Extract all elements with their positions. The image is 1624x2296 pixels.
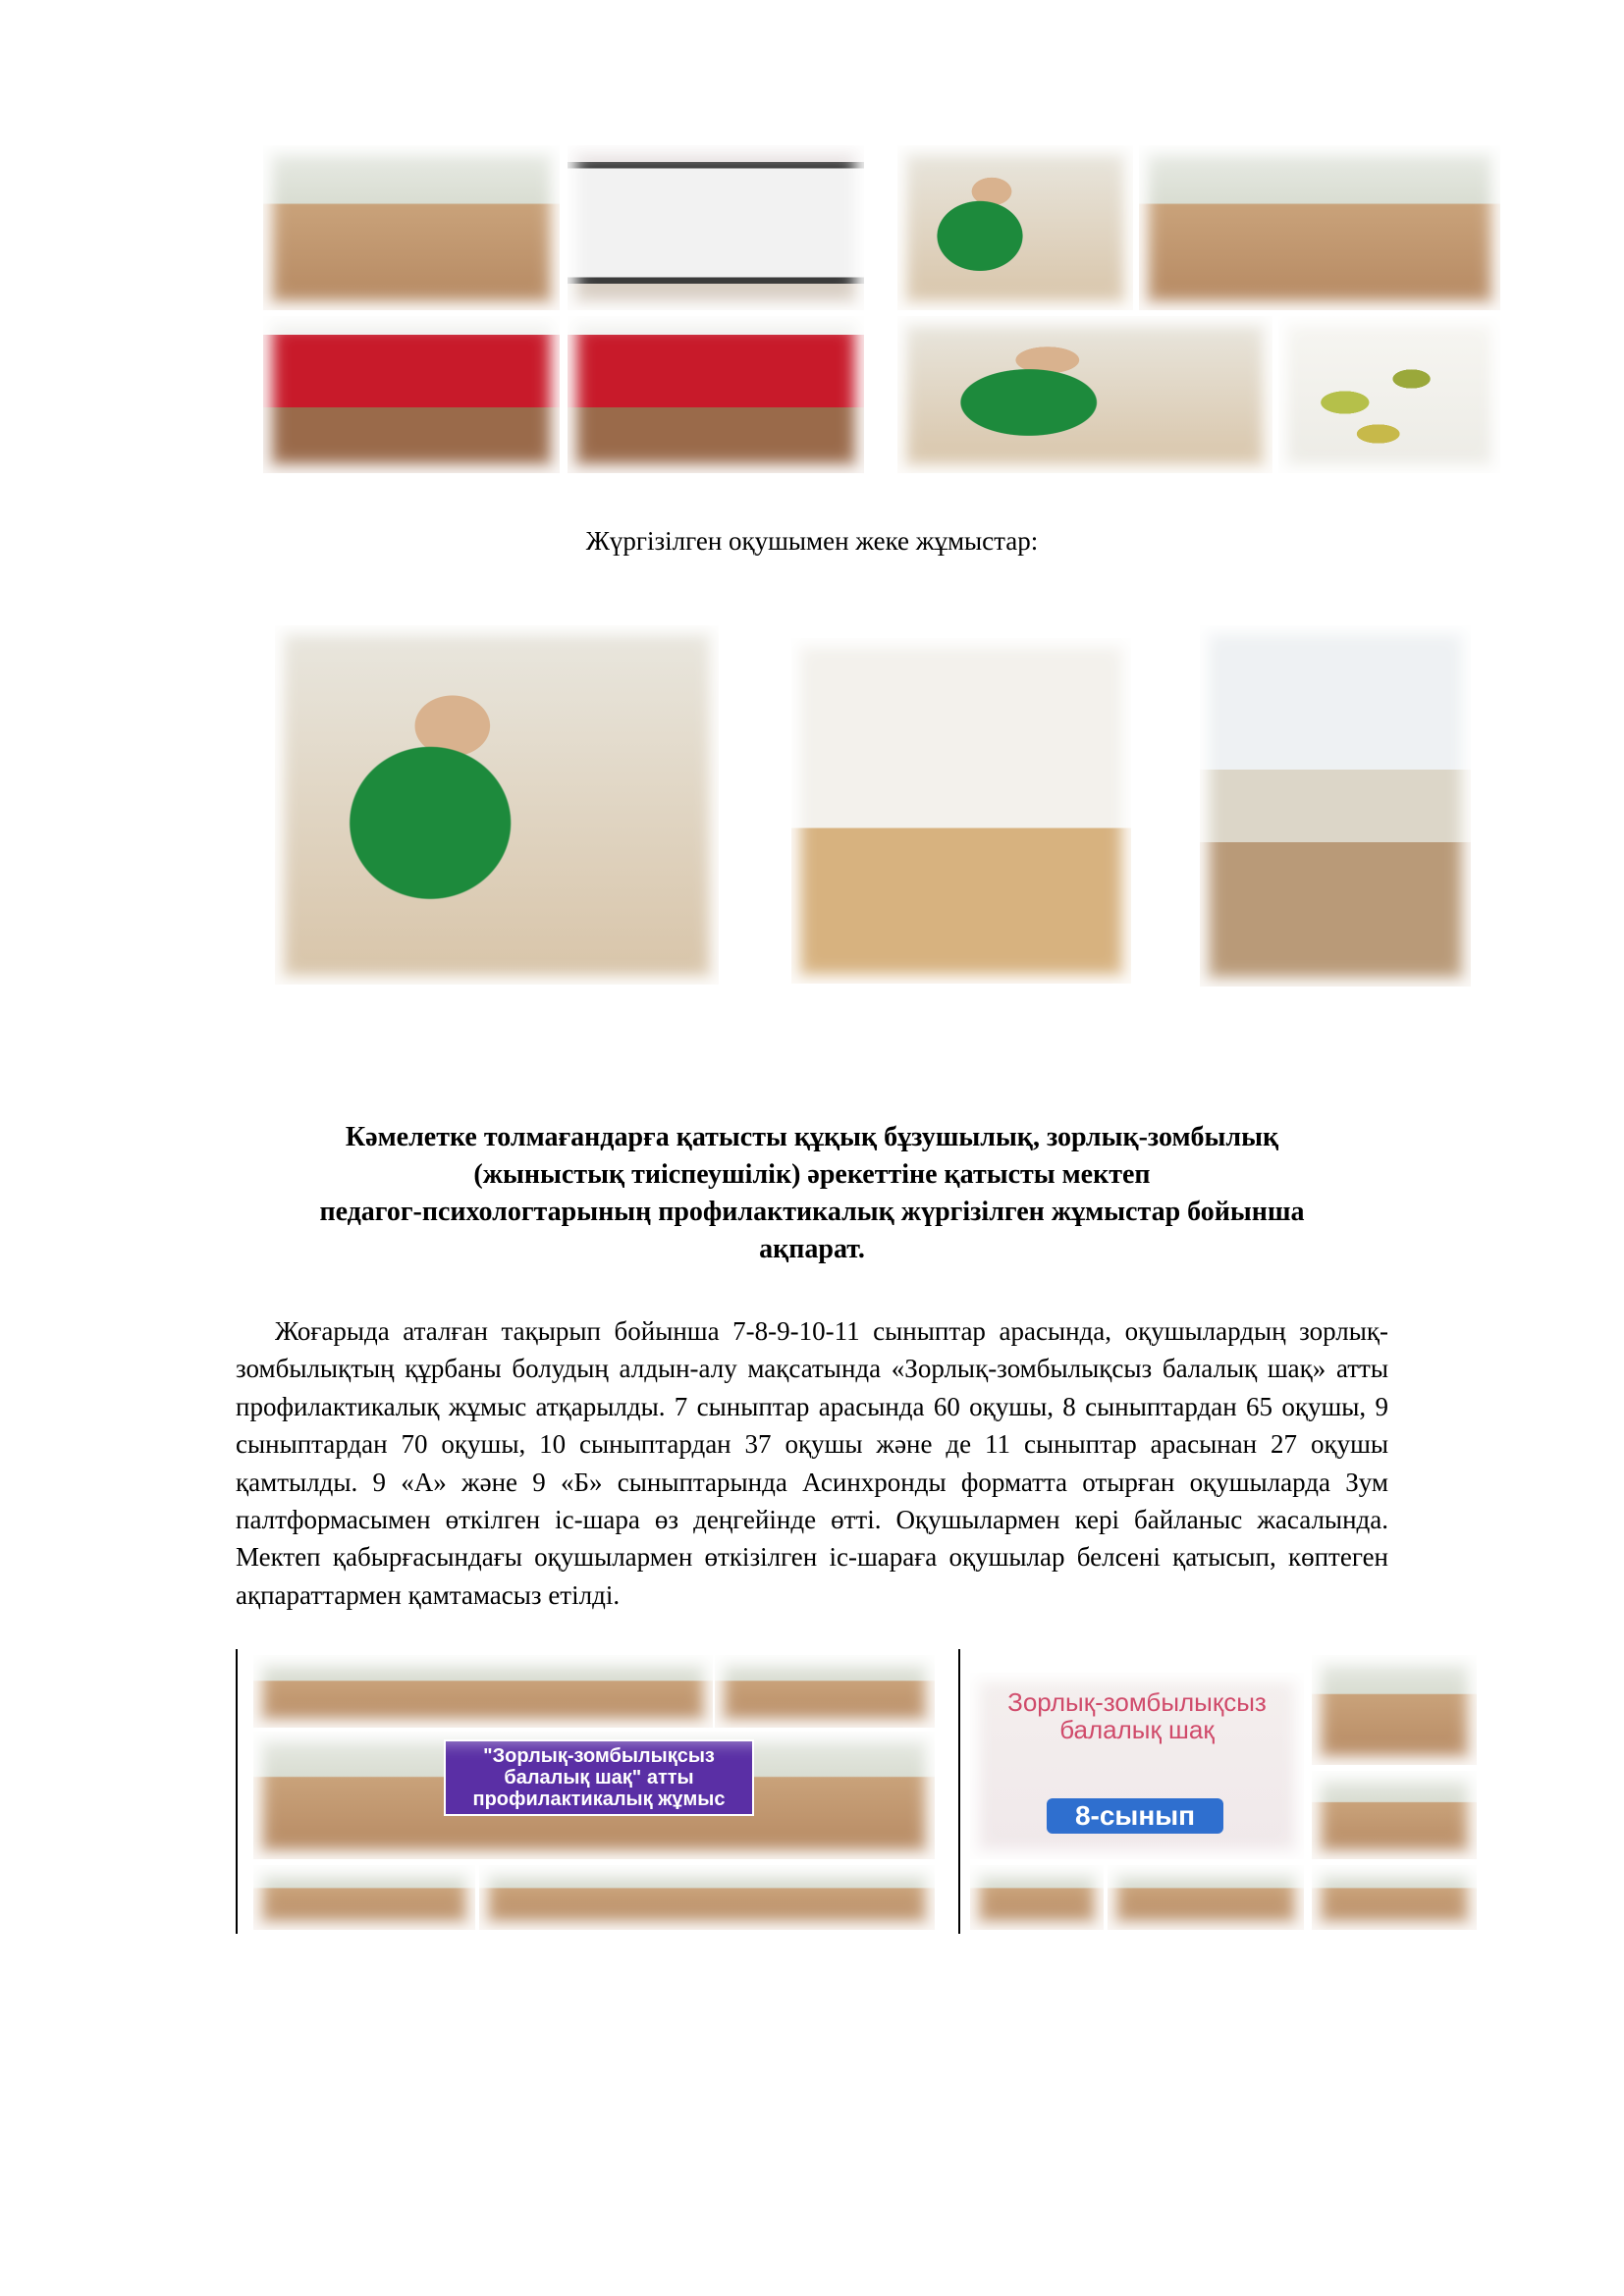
photo-assembly-4	[479, 1865, 935, 1930]
heading-line-1: Кәмелетке толмағандарға қатысты құқық бұзушылық, зорлық-зомбылық	[345, 1122, 1279, 1152]
heading-line-2: (жыныстық тиіспеушілік) әрекеттіне қатысты мектеп	[473, 1159, 1151, 1190]
photo-poster-slide	[970, 1673, 1304, 1859]
photo-assembly-2	[715, 1655, 935, 1728]
photo-class-8-4	[1108, 1865, 1304, 1930]
collage-left-border	[236, 1649, 238, 1934]
photo-classroom-3	[568, 316, 864, 473]
photo-teacher-leaves	[897, 316, 1272, 473]
photo-psychologist-session	[791, 638, 1131, 984]
photo-consultation	[1200, 625, 1471, 987]
photo-class-8-5	[1312, 1865, 1477, 1930]
poster-badge: 8-сынып	[1047, 1798, 1223, 1834]
photo-class-8-2	[1312, 1771, 1477, 1859]
photo-class-8-3	[970, 1865, 1104, 1930]
photo-leaf-craft-1	[897, 145, 1133, 310]
report-paragraph: Жоғарыда аталған тақырып бойынша 7-8-9-10-11 сыныптар арасында, оқушылардың зорлық-зомбылықтың құрбаны болудың алдын-алу мақсатында «Зорлық-зомбылықсыз балалық шақ» атты профилактикалық жұмыс атқарылды. 7 сыныптар арасында 60 оқушы, 8 сыныптардан 65 оқушы, 9 сыныптардан 70 оқушы, 10 сыныптардан 37 оқушы және де 11 сыныптар арасынан 27 оқушы қамтылды. 9 «А» және 9 «Б» сыныптарында Асинхронды форматта отырған оқушыларда Зум палтформасымен өткілген іс-шара өз деңгейінде өтті. Оқушылармен кері байланыс жасалында. Мектеп қабырғасындағы оқушылармен өткізілген іс-шараға оқушылар белсені қатысып, көптеген ақпараттармен қамтамасыз етілді.	[236, 1316, 1388, 1610]
heading-line-3: педагог-психологтарының профилактикалық жүргізілген жұмыстар бойынша	[319, 1197, 1305, 1227]
photo-assembly-1	[253, 1655, 713, 1728]
caption-individual-work: Жүргізілген оқушымен жеке жұмыстар:	[585, 526, 1039, 556]
photo-assembly-main	[253, 1732, 935, 1859]
photo-screen-lesson	[568, 145, 864, 310]
poster-title: Зорлық-зомбылықсыз балалық шақ	[1007, 1687, 1267, 1744]
photo-class-8-1	[1312, 1655, 1477, 1765]
photo-assembly-3	[253, 1865, 475, 1930]
report-heading	[265, 1119, 1359, 1268]
heading-line-4: ақпарат.	[759, 1234, 865, 1264]
photo-classroom-1	[263, 145, 560, 310]
photo-classroom-4	[1139, 145, 1500, 310]
photo-classroom-2	[263, 316, 560, 473]
photo-leaf-craft-2	[1278, 316, 1500, 473]
collage-right-border	[958, 1649, 960, 1934]
event-banner: "Зорлық-зомбылықсыз балалық шақ" атты профилактикалық жұмыс	[446, 1741, 752, 1814]
photo-boy-drawing	[275, 625, 719, 985]
